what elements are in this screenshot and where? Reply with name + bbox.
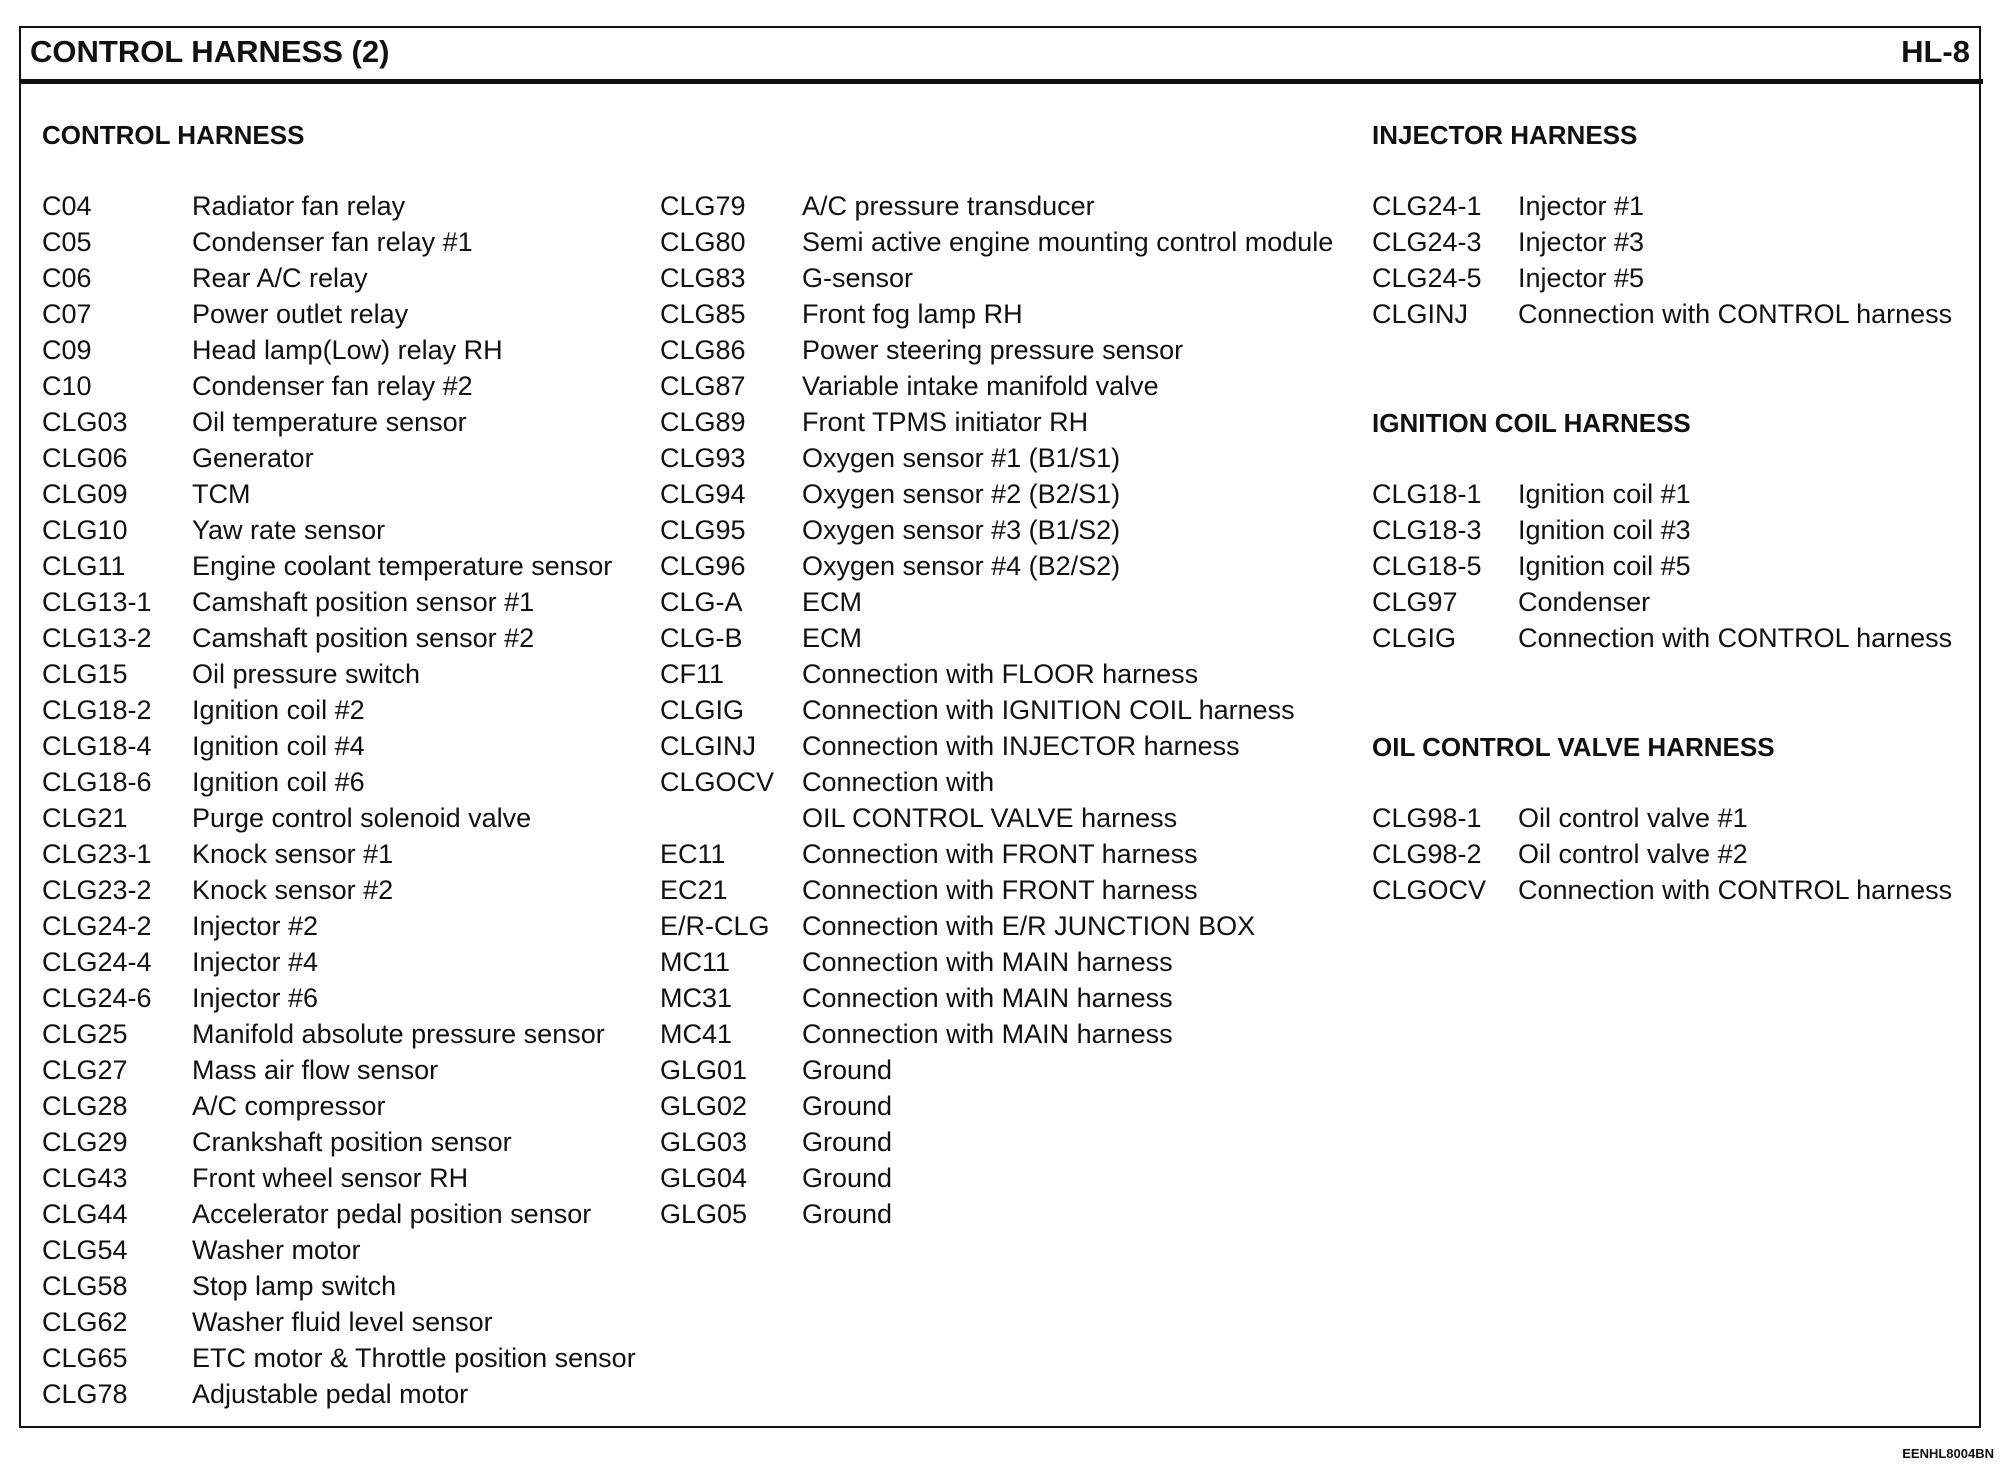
oil-control-valve-harness-item-code: CLGOCV: [1372, 875, 1487, 905]
control-harness-item-code: CLG15: [42, 659, 128, 689]
control-harness-item-desc: Radiator fan relay: [192, 191, 406, 221]
control-harness-item-desc: Condenser fan relay #1: [192, 227, 473, 257]
control-harness-item-desc: Connection with FRONT harness: [802, 875, 1198, 905]
oil-control-valve-harness-item-code: CLG98-1: [1372, 803, 1482, 833]
control-harness-item-code: CLG28: [42, 1091, 128, 1121]
control-harness-item-code: GLG04: [660, 1163, 748, 1193]
control-harness-item-code: CLG58: [42, 1271, 128, 1301]
control-harness-item-code: CLG10: [42, 515, 128, 545]
injector-harness-item-desc: Connection with CONTROL harness: [1518, 299, 1953, 329]
ignition-coil-harness-item-code: CLG97: [1372, 587, 1458, 617]
injector-harness-item-desc: Injector #5: [1518, 263, 1645, 293]
control-harness-item-code: CLG85: [660, 299, 746, 329]
control-harness-item-desc: Connection with FLOOR harness: [802, 659, 1199, 689]
control-harness-item-desc: A/C pressure transducer: [802, 191, 1095, 221]
control-harness-item-desc: Condenser fan relay #2: [192, 371, 473, 401]
control-harness-item-code: CLGIG: [660, 695, 745, 725]
control-harness-item-code: CLG80: [660, 227, 746, 257]
control-harness-item-desc: ECM: [802, 587, 862, 617]
control-harness-item-desc: Ground: [802, 1199, 893, 1229]
control-harness-item-code: CLG95: [660, 515, 746, 545]
control-harness-item-desc: Washer fluid level sensor: [192, 1307, 493, 1337]
control-harness-item-desc: Ground: [802, 1091, 893, 1121]
control-harness-item-desc: Knock sensor #2: [192, 875, 394, 905]
control-harness-item-desc: Rear A/C relay: [192, 263, 368, 293]
control-harness-item-desc: Front fog lamp RH: [802, 299, 1023, 329]
page-number: HL-8: [1901, 34, 1970, 69]
control-harness-item-desc: Connection with FRONT harness: [802, 839, 1198, 869]
control-harness-item-desc: ETC motor & Throttle position sensor: [192, 1343, 636, 1373]
control-harness-item-code: CLG89: [660, 407, 746, 437]
control-harness-item-desc: Manifold absolute pressure sensor: [192, 1019, 605, 1049]
control-harness-item-desc: Stop lamp switch: [192, 1271, 397, 1301]
control-harness-item-code: CLGOCV: [660, 767, 775, 797]
control-harness-item-code: CLG06: [42, 443, 128, 473]
control-harness-item-desc: Camshaft position sensor #2: [192, 623, 535, 653]
control-harness-item-code: CLG21: [42, 803, 128, 833]
control-harness-item-desc: Connection with MAIN harness: [802, 983, 1173, 1013]
oil-control-valve-harness-item-desc: Oil control valve #2: [1518, 839, 1748, 869]
injector-harness-item-desc: Injector #3: [1518, 227, 1645, 257]
injector-harness-item-code: CLGINJ: [1372, 299, 1469, 329]
control-harness-item-code: CLG23-1: [42, 839, 152, 869]
control-harness-item-desc: Mass air flow sensor: [192, 1055, 439, 1085]
control-harness-item-desc: Ground: [802, 1055, 893, 1085]
ignition-coil-harness-heading: IGNITION COIL HARNESS: [1372, 408, 1691, 438]
control-harness-item-code: CLG29: [42, 1127, 128, 1157]
control-harness-item-code: C05: [42, 227, 92, 257]
control-harness-item-desc: Engine coolant temperature sensor: [192, 551, 613, 581]
ignition-coil-harness-item-desc: Ignition coil #5: [1518, 551, 1691, 581]
control-harness-item-code: CLG87: [660, 371, 746, 401]
control-harness-item-code: CLG03: [42, 407, 128, 437]
control-harness-item-code: C07: [42, 299, 92, 329]
control-harness-item-desc: Injector #2: [192, 911, 319, 941]
control-harness-item-desc: Injector #6: [192, 983, 319, 1013]
control-harness-item-desc: Camshaft position sensor #1: [192, 587, 535, 617]
control-harness-item-code: MC31: [660, 983, 733, 1013]
control-harness-item-code: CLG79: [660, 191, 746, 221]
control-harness-item-code: CLG96: [660, 551, 746, 581]
control-harness-item-code: MC41: [660, 1019, 733, 1049]
control-harness-item-desc: Connection with: [802, 767, 995, 797]
control-harness-item-code: C09: [42, 335, 92, 365]
control-harness-item-desc: Front wheel sensor RH: [192, 1163, 469, 1193]
ignition-coil-harness-item-code: CLGIG: [1372, 623, 1457, 653]
control-harness-item-code: GLG01: [660, 1055, 748, 1085]
control-harness-item-desc: Ignition coil #6: [192, 767, 365, 797]
control-harness-item-code: EC11: [660, 839, 726, 869]
control-harness-item-desc: Connection with MAIN harness: [802, 947, 1173, 977]
control-harness-item-code: CLG93: [660, 443, 746, 473]
control-harness-item-code: E/R-CLG: [660, 911, 770, 941]
injector-harness-item-desc: Injector #1: [1518, 191, 1645, 221]
control-harness-item-desc: Ignition coil #4: [192, 731, 365, 761]
control-harness-item-desc: Crankshaft position sensor: [192, 1127, 512, 1157]
control-harness-item-code: MC11: [660, 947, 731, 977]
control-harness-item-desc: Yaw rate sensor: [192, 515, 386, 545]
oil-control-valve-harness-heading: OIL CONTROL VALVE HARNESS: [1372, 732, 1775, 762]
control-harness-item-desc: Generator: [192, 443, 314, 473]
control-harness-item-desc: Connection with E/R JUNCTION BOX: [802, 911, 1256, 941]
control-harness-item-desc: OIL CONTROL VALVE harness: [802, 803, 1178, 833]
control-harness-item-desc: Oxygen sensor #3 (B1/S2): [802, 515, 1121, 545]
oil-control-valve-harness-item-desc: Connection with CONTROL harness: [1518, 875, 1953, 905]
control-harness-item-desc: Ground: [802, 1163, 893, 1193]
control-harness-item-code: CLG-A: [660, 587, 743, 617]
control-harness-item-desc: Oxygen sensor #1 (B1/S1): [802, 443, 1121, 473]
control-harness-item-code: CLG83: [660, 263, 746, 293]
control-harness-item-desc: Power outlet relay: [192, 299, 409, 329]
injector-harness-item-code: CLG24-5: [1372, 263, 1482, 293]
control-harness-item-code: CLG27: [42, 1055, 128, 1085]
injector-harness-heading: INJECTOR HARNESS: [1372, 120, 1638, 150]
control-harness-item-desc: Washer motor: [192, 1235, 361, 1265]
control-harness-item-desc: Oxygen sensor #4 (B2/S2): [802, 551, 1121, 581]
control-harness-item-code: C10: [42, 371, 92, 401]
control-harness-item-code: CLG18-4: [42, 731, 152, 761]
page-title: CONTROL HARNESS (2): [30, 34, 390, 69]
control-harness-item-desc: Front TPMS initiator RH: [802, 407, 1089, 437]
control-harness-item-code: CLG-B: [660, 623, 743, 653]
oil-control-valve-harness-item-desc: Oil control valve #1: [1518, 803, 1748, 833]
ignition-coil-harness-item-desc: Condenser: [1518, 587, 1651, 617]
header-divider: [19, 79, 1983, 84]
injector-harness-item-code: CLG24-3: [1372, 227, 1482, 257]
control-harness-item-code: GLG05: [660, 1199, 748, 1229]
control-harness-item-code: CLG86: [660, 335, 746, 365]
control-harness-item-code: CLG18-6: [42, 767, 152, 797]
control-harness-item-code: CLG23-2: [42, 875, 152, 905]
ignition-coil-harness-item-desc: Ignition coil #3: [1518, 515, 1691, 545]
control-harness-item-code: GLG02: [660, 1091, 748, 1121]
control-harness-item-desc: Knock sensor #1: [192, 839, 394, 869]
control-harness-item-code: CLGINJ: [660, 731, 757, 761]
control-harness-item-desc: Adjustable pedal motor: [192, 1379, 469, 1409]
control-harness-item-code: EC21: [660, 875, 728, 905]
control-harness-item-code: CLG24-2: [42, 911, 152, 941]
control-harness-item-code: CLG65: [42, 1343, 128, 1373]
control-harness-item-desc: TCM: [192, 479, 251, 509]
control-harness-item-code: CLG62: [42, 1307, 128, 1337]
control-harness-item-desc: Connection with MAIN harness: [802, 1019, 1173, 1049]
injector-harness-item-code: CLG24-1: [1372, 191, 1482, 221]
control-harness-item-code: CLG54: [42, 1235, 128, 1265]
control-harness-item-code: CLG78: [42, 1379, 128, 1409]
control-harness-item-desc: Semi active engine mounting control module: [802, 227, 1334, 257]
control-harness-item-code: CLG24-4: [42, 947, 152, 977]
control-harness-item-code: CF11: [660, 659, 725, 689]
control-harness-item-desc: Ground: [802, 1127, 893, 1157]
control-harness-item-desc: G-sensor: [802, 263, 914, 293]
ignition-coil-harness-item-desc: Ignition coil #1: [1518, 479, 1691, 509]
control-harness-item-desc: Oil pressure switch: [192, 659, 421, 689]
control-harness-item-code: CLG11: [42, 551, 126, 581]
control-harness-item-code: GLG03: [660, 1127, 748, 1157]
ignition-coil-harness-item-code: CLG18-1: [1372, 479, 1482, 509]
control-harness-item-code: C06: [42, 263, 92, 293]
control-harness-item-desc: A/C compressor: [192, 1091, 386, 1121]
figure-code: EENHL8004BN: [1902, 1446, 1994, 1461]
control-harness-item-desc: Oil temperature sensor: [192, 407, 467, 437]
ignition-coil-harness-item-code: CLG18-5: [1372, 551, 1482, 581]
control-harness-item-desc: Ignition coil #2: [192, 695, 365, 725]
control-harness-item-code: C04: [42, 191, 92, 221]
control-harness-item-code: CLG13-2: [42, 623, 152, 653]
control-harness-heading: CONTROL HARNESS: [42, 120, 305, 150]
control-harness-item-desc: Connection with IGNITION COIL harness: [802, 695, 1295, 725]
control-harness-item-desc: ECM: [802, 623, 862, 653]
control-harness-item-code: CLG09: [42, 479, 128, 509]
control-harness-item-desc: Purge control solenoid valve: [192, 803, 532, 833]
control-harness-item-desc: Oxygen sensor #2 (B2/S1): [802, 479, 1121, 509]
oil-control-valve-harness-item-code: CLG98-2: [1372, 839, 1482, 869]
control-harness-item-code: CLG13-1: [42, 587, 152, 617]
control-harness-item-desc: Variable intake manifold valve: [802, 371, 1159, 401]
control-harness-item-code: CLG25: [42, 1019, 128, 1049]
ignition-coil-harness-item-code: CLG18-3: [1372, 515, 1482, 545]
control-harness-item-code: CLG24-6: [42, 983, 152, 1013]
control-harness-item-code: CLG43: [42, 1163, 128, 1193]
control-harness-item-desc: Injector #4: [192, 947, 319, 977]
control-harness-item-desc: Accelerator pedal position sensor: [192, 1199, 592, 1229]
control-harness-item-desc: Power steering pressure sensor: [802, 335, 1184, 365]
control-harness-item-code: CLG44: [42, 1199, 128, 1229]
control-harness-item-desc: Connection with INJECTOR harness: [802, 731, 1240, 761]
control-harness-item-code: CLG18-2: [42, 695, 152, 725]
ignition-coil-harness-item-desc: Connection with CONTROL harness: [1518, 623, 1953, 653]
control-harness-item-code: CLG94: [660, 479, 746, 509]
control-harness-item-desc: Head lamp(Low) relay RH: [192, 335, 503, 365]
